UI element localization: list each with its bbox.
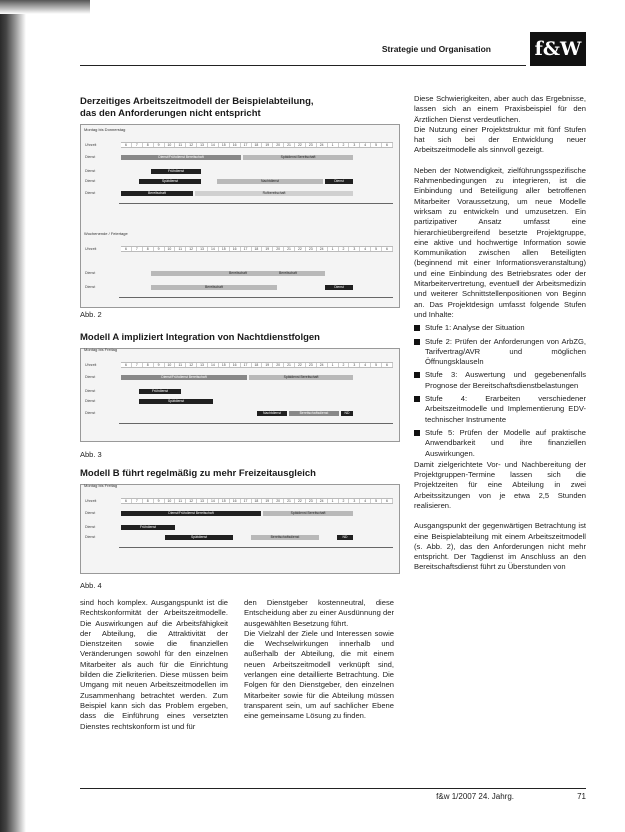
hour-tick: 15 <box>219 499 230 503</box>
hour-tick: 8 <box>143 143 154 147</box>
hour-tick: 12 <box>186 143 197 147</box>
hour-tick: 24 <box>317 247 328 251</box>
row-label: Dienst <box>85 285 96 289</box>
hour-tick: 15 <box>219 247 230 251</box>
shift-bar: Dienst/Frühdienst Bereitschaft <box>121 155 241 160</box>
time-axis <box>119 423 393 424</box>
figure-title <box>80 96 400 120</box>
figure-caption: Abb. 4 <box>80 581 102 590</box>
row-label: Uhrzeit <box>85 499 97 503</box>
shift-bar: Spätdienst <box>139 179 201 184</box>
shift-bar: Nachtdienst <box>217 179 323 184</box>
figure-title <box>80 332 400 344</box>
shift-bar: Dienst/Frühdienst Bereitschaft <box>121 511 261 516</box>
hour-tick: 11 <box>175 143 186 147</box>
shift-bar: Dienst/Frühdienst Bereitschaft <box>121 375 247 380</box>
hour-tick: 13 <box>197 143 208 147</box>
hour-tick: 13 <box>197 247 208 251</box>
hour-tick: 20 <box>273 363 284 367</box>
hour-tick: 4 <box>360 499 371 503</box>
right-column <box>414 94 586 583</box>
hour-strip <box>121 498 393 504</box>
hour-tick: 8 <box>143 499 154 503</box>
hour-tick: 19 <box>262 247 273 251</box>
step-item: Stufe 4: Erarbeiten verschiedener Arbeitszeitmodelle und Implementierung EDV-technischer Instrumente <box>414 394 586 425</box>
figure-abb3 <box>80 332 400 442</box>
hour-tick: 5 <box>371 499 382 503</box>
hour-tick: 21 <box>284 143 295 147</box>
paragraph: Damit zielgerichtete Vor- und Nachbereitung der Projektgruppen-Termine lassen sich die Projektzeiten für eine Abteilung in zwei Arbeitssitzungen von je etwa 2,5 Stunden realisieren. <box>414 459 586 510</box>
hour-tick: 22 <box>295 143 306 147</box>
row-label: Dienst <box>85 179 96 183</box>
hour-tick: 12 <box>186 247 197 251</box>
middle-column <box>244 598 394 732</box>
shift-bar: Spätdienst <box>165 535 233 540</box>
figure-title-line: Derzeitiges Arbeitszeitmodell der Beispielabteilung, <box>80 96 314 107</box>
hour-tick: 1 <box>328 363 339 367</box>
shift-bar: Frühdienst <box>139 389 181 394</box>
hour-tick: 2 <box>339 363 350 367</box>
hour-tick: 22 <box>295 363 306 367</box>
hour-tick: 23 <box>306 143 317 147</box>
row-label: Dienst <box>85 511 96 515</box>
hour-tick: 14 <box>208 247 219 251</box>
paragraph: sind hoch komplex. Ausgangspunkt ist die Rechtskonformität der Arbeitszeitmodelle. Die Auswirkungen auf die Arbeitsfähigkeit der Abteilung, die Attraktivität der Dienstzeiten sowie die finanziellen Veränderungen sowohl für den einzelnen Mitarbeiter als auch für die Einrichtung bilden die Zielkriterien. Diese müssen beim Umgang mit neuen Arbeitszeitmodellen im Zusammenhang betrachtet werden. Zum Beispiel kann sich das Problem ergeben, dass die Einführung eines versetzten Dienstes rechtskonform ist und für <box>80 598 228 731</box>
row-label: Uhrzeit <box>85 363 97 367</box>
hour-tick: 3 <box>349 499 360 503</box>
shift-bar: ND <box>341 411 353 416</box>
page-number: 71 <box>577 792 586 801</box>
hour-tick: 6 <box>121 143 132 147</box>
hour-tick: 24 <box>317 363 328 367</box>
hour-tick: 12 <box>186 363 197 367</box>
hour-tick: 3 <box>349 247 360 251</box>
paragraph: Die Nutzung einer Projektstruktur mit fünf Stufen hat sich bei der Entwicklung neuer Arbeitszeitmodelle als sinnvoll gezeigt. <box>414 124 586 155</box>
hour-tick: 6 <box>382 363 393 367</box>
journal-logo: f&W <box>530 32 586 66</box>
hour-tick: 18 <box>252 499 263 503</box>
hour-tick: 1 <box>328 499 339 503</box>
hour-tick: 20 <box>273 247 284 251</box>
step-item: Stufe 1: Analyse der Situation <box>414 323 586 333</box>
row-label: Dienst <box>85 389 96 393</box>
hour-tick: 6 <box>121 363 132 367</box>
block-heading: Montag bis Freitag <box>84 483 118 488</box>
hour-tick: 18 <box>252 143 263 147</box>
hour-tick: 15 <box>219 363 230 367</box>
hour-tick: 5 <box>371 363 382 367</box>
hour-tick: 10 <box>165 247 176 251</box>
shift-bar: Rufbereitschaft <box>195 191 353 196</box>
hour-tick: 18 <box>252 247 263 251</box>
hour-tick: 4 <box>360 363 371 367</box>
figure-caption: Abb. 3 <box>80 450 102 459</box>
hour-strip <box>121 246 393 252</box>
block-heading: Montag bis Freitag <box>84 347 118 352</box>
figure-caption: Abb. 2 <box>80 310 102 319</box>
hour-tick: 2 <box>339 247 350 251</box>
row-label: Dienst <box>85 411 96 415</box>
hour-tick: 19 <box>262 143 273 147</box>
hour-tick: 4 <box>360 247 371 251</box>
hour-tick: 7 <box>132 499 143 503</box>
hour-strip <box>121 142 393 148</box>
hour-strip <box>121 362 393 368</box>
row-label: Dienst <box>85 155 96 159</box>
hour-tick: 14 <box>208 499 219 503</box>
step-item: Stufe 5: Prüfen der Modelle auf praktische Anwendbarkeit und ihre finanziellen Auswirkungen. <box>414 428 586 459</box>
schedule-chart <box>80 348 400 442</box>
hour-tick: 12 <box>186 499 197 503</box>
paragraph: den Dienstgeber kostenneutral, diese Entscheidung aber zu einer Ausdünnung der ausgewählten Besetzung führt. <box>244 598 394 628</box>
shift-bar: Spätdienst Bereitschaft <box>249 375 353 380</box>
row-label: Dienst <box>85 271 96 275</box>
hour-tick: 20 <box>273 143 284 147</box>
row-label: Dienst <box>85 191 96 195</box>
hour-tick: 18 <box>252 363 263 367</box>
hour-tick: 9 <box>154 143 165 147</box>
hour-tick: 11 <box>175 499 186 503</box>
hour-tick: 16 <box>230 247 241 251</box>
figure-title-line: Modell A impliziert Integration von Nachtdienstfolgen <box>80 332 320 343</box>
scan-shadow <box>0 0 90 14</box>
hour-tick: 17 <box>241 143 252 147</box>
hour-tick: 23 <box>306 247 317 251</box>
hour-tick: 16 <box>230 499 241 503</box>
hour-tick: 22 <box>295 499 306 503</box>
left-column <box>80 598 228 742</box>
hour-tick: 24 <box>317 499 328 503</box>
hour-tick: 13 <box>197 499 208 503</box>
hour-tick: 4 <box>360 143 371 147</box>
figure-title-line: Modell B führt regelmäßig zu mehr Freizeitausgleich <box>80 468 316 479</box>
hour-tick: 1 <box>328 247 339 251</box>
shift-bar: Dienst <box>325 179 353 184</box>
hour-tick: 6 <box>121 247 132 251</box>
block-heading: Wochenende / Feiertage <box>84 231 128 236</box>
shift-bar: Spätdienst Bereitschaft <box>263 511 353 516</box>
hour-tick: 7 <box>132 143 143 147</box>
hour-tick: 11 <box>175 247 186 251</box>
hour-tick: 9 <box>154 247 165 251</box>
hour-tick: 17 <box>241 247 252 251</box>
step-item: Stufe 2: Prüfen der Anforderungen von ArbZG, Tarifvertrag/AVR und möglichen Öffnungsklauseln <box>414 337 586 368</box>
hour-tick: 21 <box>284 247 295 251</box>
page-footer <box>80 788 586 802</box>
hour-tick: 10 <box>165 499 176 503</box>
hour-tick: 6 <box>382 247 393 251</box>
hour-tick: 5 <box>371 143 382 147</box>
shift-bar: Bereitschaft <box>121 191 193 196</box>
hour-tick: 20 <box>273 499 284 503</box>
hour-tick: 7 <box>132 363 143 367</box>
shift-bar: Frühdienst <box>121 525 175 530</box>
figure-abb4 <box>80 468 400 574</box>
row-label: Dienst <box>85 399 96 403</box>
hour-tick: 16 <box>230 143 241 147</box>
shift-bar: ND <box>337 535 353 540</box>
shift-bar: Spätdienst <box>139 399 213 404</box>
row-label: Uhrzeit <box>85 143 97 147</box>
row-label: Dienst <box>85 525 96 529</box>
hour-tick: 15 <box>219 143 230 147</box>
header-rule <box>80 65 526 66</box>
hour-tick: 6 <box>382 499 393 503</box>
hour-tick: 5 <box>371 247 382 251</box>
hour-tick: 3 <box>349 363 360 367</box>
paragraph: Neben der Notwendigkeit, zielführungsspezifische Rahmenbedingungen zu integrieren, ist die Einbindung und Beteiligung aller betroffenen Mitarbeiter Voraussetzung, um neue Modelle wirksam zu entwickeln und umzusetzen. Ein partizipativer Ansatz umfasst eine hierarchieübergreifend besetzte Projektgruppe, eine aktive und hochwertige Information sowie Kommunikation zwischen allen Beteiligten (beginnend mit einer Informationsveranstaltung) und eine Einbindung des Betriebsrates oder der Mitarbeitervertretung, eventuell der Arbeitsmedizin und weiterer Schnittstellenpositionen von Beginn an. Das Projektdesign umfasst folgende Stufen und Inhalte: <box>414 165 586 319</box>
shift-bar: Bereitschaft <box>151 271 325 276</box>
hour-tick: 21 <box>284 363 295 367</box>
paragraph: Diese Schwierigkeiten, aber auch das Ergebnisse, lassen sich an einem Praxisbeispiel für den Ärztlichen Dienst verdeutlichen. <box>414 94 586 124</box>
figure-title-line: das den Anforderungen nicht entspricht <box>80 108 261 119</box>
hour-tick: 21 <box>284 499 295 503</box>
hour-tick: 7 <box>132 247 143 251</box>
time-axis <box>119 297 393 298</box>
hour-tick: 9 <box>154 363 165 367</box>
hour-tick: 8 <box>143 247 154 251</box>
time-axis <box>119 203 393 204</box>
hour-tick: 2 <box>339 499 350 503</box>
hour-tick: 11 <box>175 363 186 367</box>
shift-bar: Frühdienst <box>151 169 201 174</box>
hour-tick: 23 <box>306 499 317 503</box>
hour-tick: 10 <box>165 363 176 367</box>
hour-tick: 14 <box>208 363 219 367</box>
section-title: Strategie und Organisation <box>381 44 491 54</box>
hour-tick: 24 <box>317 143 328 147</box>
hour-tick: 3 <box>349 143 360 147</box>
hour-tick: 22 <box>295 247 306 251</box>
hour-tick: 19 <box>262 363 273 367</box>
hour-tick: 16 <box>230 363 241 367</box>
hour-tick: 2 <box>339 143 350 147</box>
figure-abb2 <box>80 96 400 308</box>
hour-tick: 1 <box>328 143 339 147</box>
row-label: Dienst <box>85 169 96 173</box>
paragraph: Die Vielzahl der Ziele und Interessen sowie die Wechselwirkungen innerhalb und außerhalb der Abteilung, die mit einem neuen Arbeitszeitmodell verknüpft sind, verlangen eine detaillierte Betrachtung. Die Folgen für den Dienstgeber, den einzelnen Mitarbeiter sowie für die Abteilung müssen transparent sein, um auf sachlicher Ebene eine gemeinsame Lösung zu finden. <box>244 628 394 721</box>
row-label: Dienst <box>85 375 96 379</box>
hour-tick: 19 <box>262 499 273 503</box>
paragraph: Ausgangspunkt der gegenwärtigen Betrachtung ist eine Beispielabteilung mit einem Arbeitszeitmodell (s. Abb. 2), das den Anforderungen nicht mehr entspricht. Der Tagdienst im Anschluss an den Bereitschaftsdienst führt zu Überstunden von <box>414 521 586 572</box>
time-axis <box>119 547 393 548</box>
hour-tick: 9 <box>154 499 165 503</box>
figure-title <box>80 468 400 480</box>
hour-tick: 6 <box>382 143 393 147</box>
row-label: Dienst <box>85 535 96 539</box>
hour-tick: 17 <box>241 363 252 367</box>
shift-bar: Bereitschaftsdienst <box>289 411 339 416</box>
shift-bar: Bereitschaft <box>257 271 319 276</box>
row-label: Uhrzeit <box>85 247 97 251</box>
schedule-chart <box>80 484 400 574</box>
hour-tick: 6 <box>121 499 132 503</box>
page-header <box>80 38 586 66</box>
hour-tick: 17 <box>241 499 252 503</box>
step-item: Stufe 3: Auswertung und gegebenenfalls Prognose der Bereitschaftsdienstbelastungen <box>414 370 586 391</box>
schedule-chart <box>80 124 400 308</box>
shift-bar: Nachtdienst <box>257 411 287 416</box>
block-heading: Montag bis Donnerstag <box>84 127 126 132</box>
hour-tick: 10 <box>165 143 176 147</box>
hour-tick: 23 <box>306 363 317 367</box>
shift-bar: Spätdienst Bereitschaft <box>243 155 353 160</box>
shift-bar: Bereitschaft <box>151 285 277 290</box>
hour-tick: 13 <box>197 363 208 367</box>
page-binding-shadow <box>0 0 26 832</box>
hour-tick: 8 <box>143 363 154 367</box>
shift-bar: Dienst <box>325 285 353 290</box>
journal-issue: f&w 1/2007 24. Jahrg. <box>436 792 514 801</box>
hour-tick: 14 <box>208 143 219 147</box>
shift-bar: Bereitschaftsdienst <box>251 535 319 540</box>
